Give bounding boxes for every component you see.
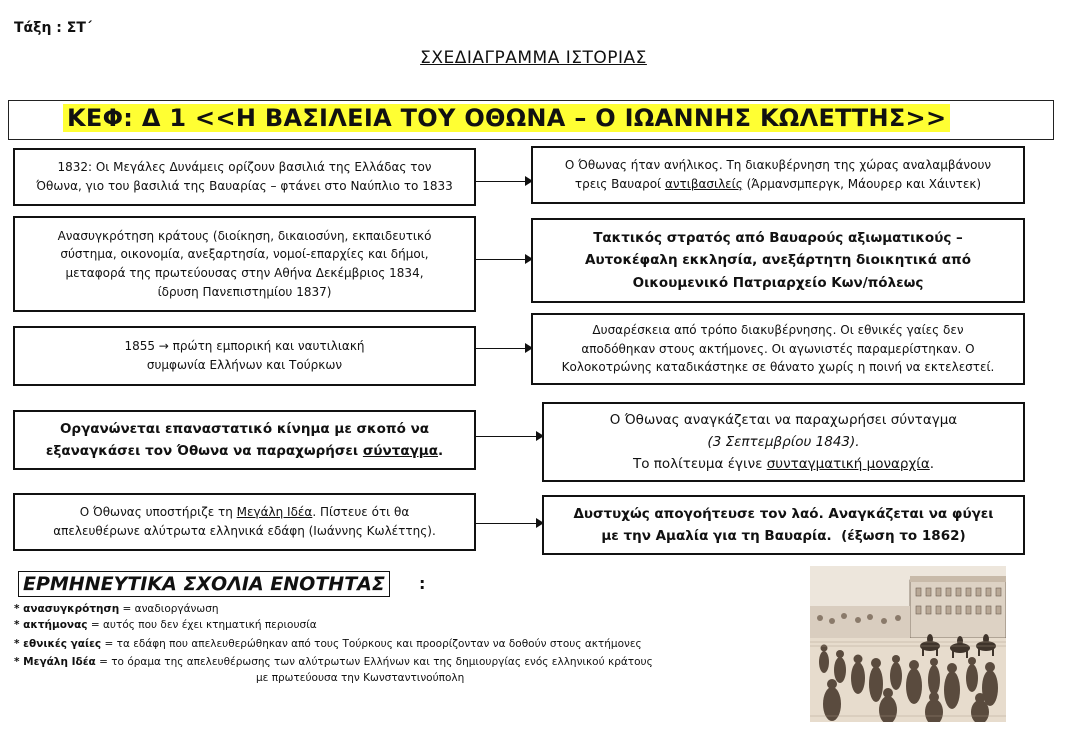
right-box-expulsion [542,495,1025,555]
box-text: Όθωνα, γιο του βασιλιά της Βαυαρίας – φτάνει στο Ναύπλιο το 1833 [36,179,453,193]
box-text: Τακτικός στρατός από Βαυαρούς αξιωματικούς – [593,230,963,247]
box-text: Οργανώνεται επαναστατικό κίνημα με σκοπό να [59,420,430,437]
right-box-army-church [531,218,1025,303]
box-text: συμφωνία Ελλήνων και Τούρκων [146,358,343,372]
arrow-right [476,436,542,437]
box-text: Ο Όθωνας ήταν ανήλικος. Τη διακυβέρνηση της χώρας αναλαμβάνουν [564,158,992,173]
right-box-discontent [531,313,1025,385]
box-text: αποδόθηκαν στους ακτήμονες. Οι αγωνιστές παραμερίστηκαν. Ο [581,341,975,356]
underlined-term: αντιβασιλείς [664,177,743,191]
arrow-right [476,523,542,524]
box-text: (έξωση το 1862) [841,528,966,544]
box-text: 1855 → πρώτη εμπορική και ναυτιλιακή [124,339,365,354]
subject-title: ΣΧΕΔΙΑΓΡΑΜΜΑ ΙΣΤΟΡΙΑΣ [420,48,647,68]
box-text: με την Αμαλία για τη Βαυαρία. [601,528,832,544]
notes-title: ΕΡΜΗΝΕΥΤΙΚΑ ΣΧΟΛΙΑ ΕΝΟΤΗΤΑΣ [18,571,390,597]
underlined-term: συνταγματική μοναρχία [766,456,930,473]
underlined-term: Μεγάλη Ιδέα [236,505,313,520]
left-box-reconstruction [13,216,476,312]
class-label: Τάξη : ΣΤ΄ [14,20,93,36]
gloss-item [14,654,653,670]
chapter-title: ΚΕΦ: Δ 1 <<Η ΒΑΣΙΛΕΙΑ ΤΟΥ ΟΘΩΝΑ – Ο ΙΩΑΝΝΗΣ ΚΩΛΕΤΤΗΣ>> [63,104,950,132]
box-text: τρεις Βαυαροί [574,177,665,191]
gloss-item [14,617,317,633]
box-text: απελευθέρωνε αλύτρωτα ελληνικά εδάφη (Ιωάννης Κωλέττης). [53,524,436,538]
box-text: Ανασυγκρότηση κράτους (διοίκηση, δικαιοσύνη, εκπαιδευτικό [57,228,432,243]
left-box-1855 [13,326,476,386]
left-box-revolution [13,410,476,470]
arrow-right [476,181,531,182]
box-text: σύστημα, οικονομία, ανεξαρτησία, νομοί-επαρχίες και δήμοι, [60,247,429,262]
box-text: ίδρυση Πανεπιστημίου 1837) [157,284,332,299]
historical-engraving-image [810,566,1006,722]
right-box-constitution [542,402,1025,482]
gloss-definition: = αυτός που δεν έχει κτηματική περιουσία [87,619,317,631]
box-text: . [438,443,444,459]
box-text: . [929,456,935,473]
gloss-term: * ακτήμονας [14,619,88,631]
gloss-item [14,601,219,617]
left-box-megali-idea [13,493,476,551]
gloss-definition: = τα εδάφη που απελευθερώθηκαν από τους Τούρκους και προορίζονταν να δοθούν στους ακτήμονες [101,638,642,650]
gloss-term: * ανασυγκρότηση [14,603,120,615]
box-text: 1832: Οι Μεγάλες Δυνάμεις ορίζουν βασιλιά της Ελλάδας τον [57,160,432,175]
notes-colon: : [419,574,426,593]
gloss-continuation: με πρωτεύουσα την Κωνσταντινούπολη [256,672,465,684]
gloss-definition: = αναδιοργάνωση [119,603,219,615]
arrow-right [476,259,531,260]
gloss-item [14,636,642,652]
box-text: μεταφορά της πρωτεύουσας στην Αθήνα Δεκέμβριος 1834, [65,266,424,280]
box-text: Ο Όθωνας υποστήριζε τη [79,505,237,520]
box-text: εξαναγκάσει τον Όθωνα να παραχωρήσει [45,443,363,459]
gloss-term: * εθνικές γαίες [14,638,102,650]
gloss-definition: = το όραμα της απελευθέρωσης των αλύτρωτων Ελλήνων και της δημιουργίας ενός ελληνικού κράτους [95,656,653,668]
box-text: . Πίστευε ότι θα [312,505,410,520]
box-text: (3 Σεπτεμβρίου 1843). [707,433,860,450]
box-text: (Άρμανσμπεργκ, Μάουρερ και Χάιντεκ) [742,177,982,191]
underlined-term: σύνταγμα [362,443,439,459]
box-text: Οικουμενικό Πατριαρχείο Κων/πόλεως [632,274,924,291]
engraving-drawing [810,566,1006,722]
box-text: Δυσαρέσκεια από τρόπο διακυβέρνησης. Οι εθνικές γαίες δεν [592,323,964,338]
right-box-regency [531,146,1025,204]
chapter-title-box [8,100,1054,140]
box-text: Δυστυχώς απογοήτευσε τον λαό. Αναγκάζεται να φύγει [573,505,994,522]
box-text: Ο Όθωνας αναγκάζεται να παραχωρήσει σύνταγμα [609,411,958,428]
gloss-term: * Μεγάλη Ιδέα [14,656,96,668]
box-text: Κολοκοτρώνης καταδικάστηκε σε θάνατο χωρίς η ποινή να εκτελεστεί. [561,360,995,375]
left-box-1832 [13,148,476,206]
box-text: Το πολίτευμα έγινε [632,456,767,473]
box-text: Αυτοκέφαλη εκκλησία, ανεξάρτητη διοικητικά από [585,252,971,269]
arrow-right [476,348,531,349]
